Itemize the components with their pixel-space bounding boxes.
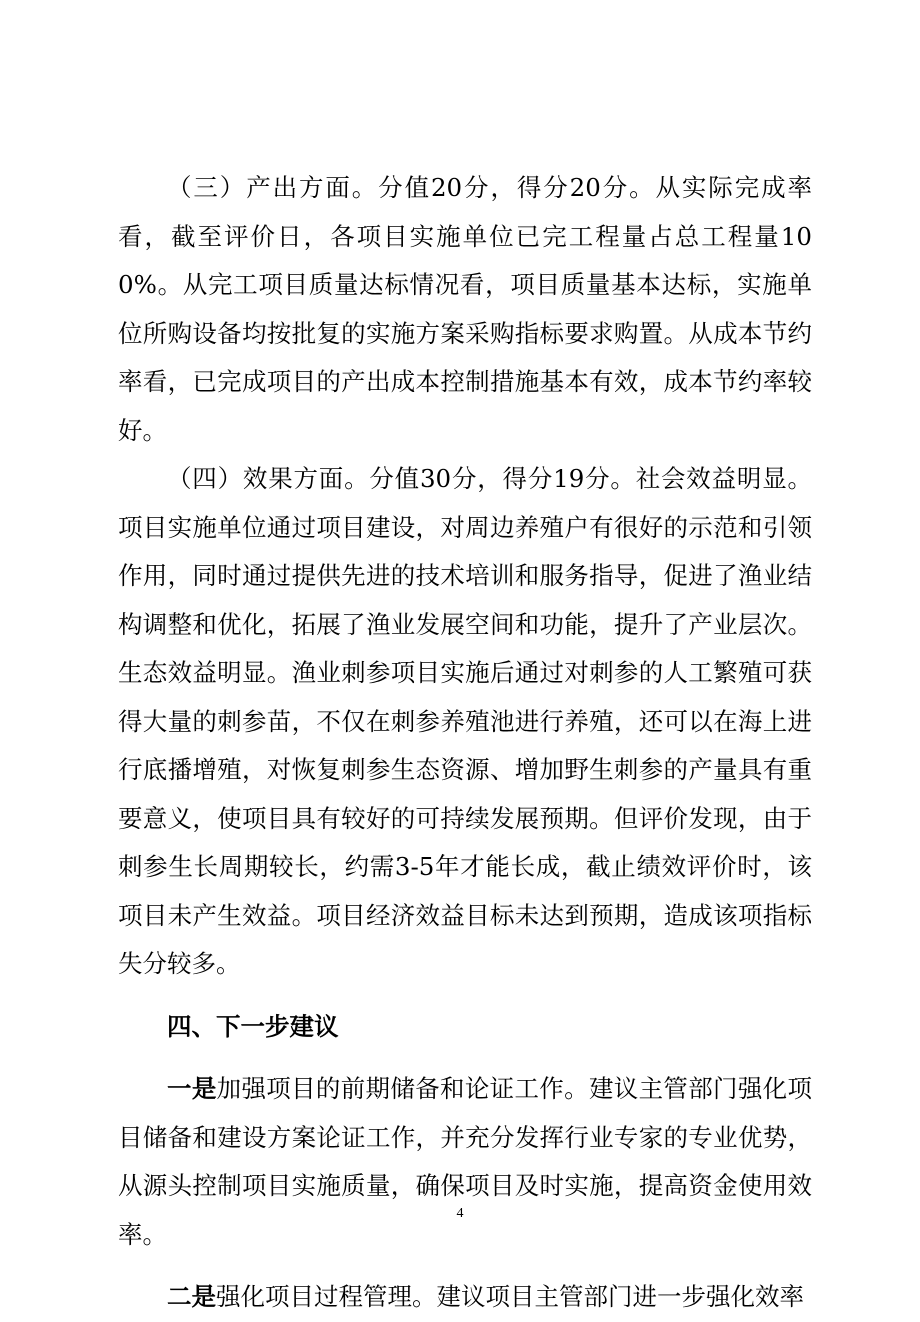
paragraph-gap [118,1259,812,1273]
suggestion-one [118,1065,812,1259]
suggestion-one-text: 加强项目的前期储备和论证工作。建议主管部门强化项目储备和建设方案论证工作，并充分发挥行业专家的专业优势，从源头控制项目实施质量，确保项目及时实施，提高资金使用效率。 [118,1074,812,1249]
paragraph-gap [118,989,812,1003]
paragraph-gap [118,1051,812,1065]
suggestion-two-text: 强化项目过程管理。建议项目主管部门进一步强化效率 [216,1282,804,1311]
suggestion-one-lead: 一是 [167,1074,217,1103]
paragraph-output-aspect: （三）产出方面。分值20分，得分20分。从实际完成率看，截至评价日，各项目实施单位已完工程量占总工程量100%。从完工项目质量达标情况看，项目质量基本达标，实施单位所购设备均按批复的实施方案采购指标要求购置。从成本节约率看，已完成项目的产出成本控制措施基本有效，成本节约率较好。 [118,173,812,445]
paragraph-effect-aspect: （四）效果方面。分值30分，得分19分。社会效益明显。项目实施单位通过项目建设，对周边养殖户有很好的示范和引领作用，同时通过提供先进的技术培训和服务指导，促进了渔业结构调整和优化，拓展了渔业发展空间和功能，提升了产业层次。生态效益明显。渔业刺参项目实施后通过对刺参的人工繁殖可获得大量的刺参苗，不仅在刺参养殖池进行养殖，还可以在海上进行底播增殖，对恢复刺参生态资源、增加野生刺参的产量具有重要意义，使项目具有较好的可持续发展预期。但评价发现，由于刺参生长周期较长，约需3-5年才能长成，截止绩效评价时，该项目未产生效益。项目经济效益目标未达到预期，造成该项指标失分较多。 [118,464,812,978]
page-number: 4 [456,1206,464,1221]
section-heading-next-steps: 四、下一步建议 [167,1011,339,1041]
suggestion-two [118,1273,812,1322]
suggestion-two-lead: 二是 [167,1282,216,1311]
document-body [118,164,812,1322]
